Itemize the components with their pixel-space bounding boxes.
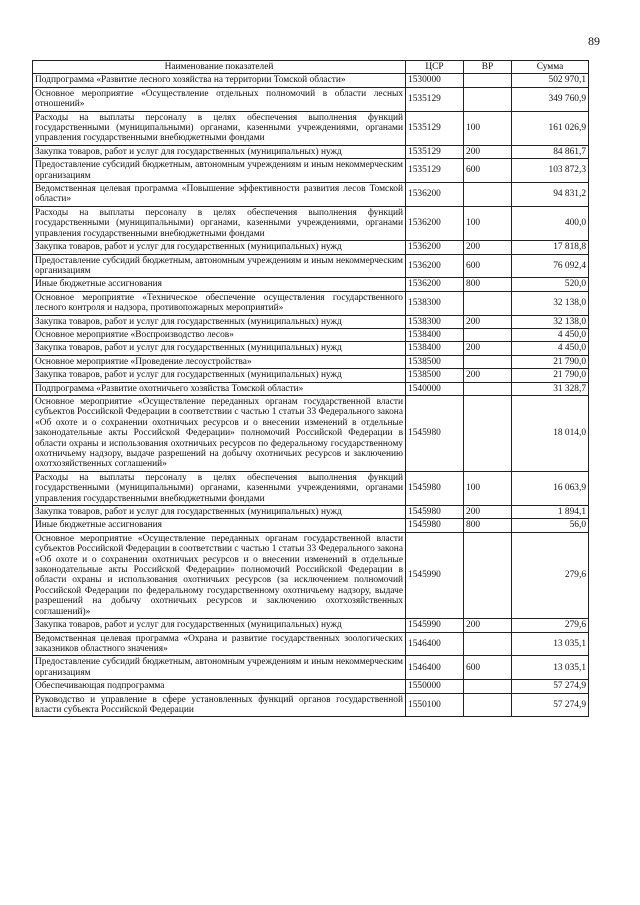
cell-name: Подпрограмма «Развитие лесного хозяйства на территории Томской области» bbox=[33, 74, 406, 87]
table-row bbox=[33, 656, 589, 680]
table-row bbox=[33, 159, 589, 183]
header-sum: Сумма bbox=[512, 61, 589, 74]
header-code: ЦСР bbox=[406, 61, 464, 74]
cell-name: Закупка товаров, работ и услуг для государственных (муниципальных) нужд bbox=[33, 506, 406, 519]
cell-code: 1545980 bbox=[406, 395, 464, 471]
cell-name: Ведомственная целевая программа «Охрана и развитие государственных зоологических заказников областного значения» bbox=[33, 632, 406, 656]
cell-name: Закупка товаров, работ и услуг для государственных (муниципальных) нужд bbox=[33, 145, 406, 158]
cell-name: Основное мероприятие «Осуществление переданных органам государственной власти субъектов Российской Федерации в соответствии с частью 1 статьи 33 Федерального закона «Об охоте и о сохранении охотничьих ресурсов и о внесении изменений в отдельные законодательные акты Российской Федерации» полномочий Российской Федерации в области охраны и использования охотничьих ресурсов (за исключением полномочий Российской Федерации по федеральному государственному охотничьему надзору, выдаче разрешений на добычу охотничьих ресурсов и заключению охотхозяйственных соглашений)» bbox=[33, 532, 406, 618]
cell-sum: 31 328,7 bbox=[512, 382, 589, 395]
cell-vr: 200 bbox=[464, 145, 512, 158]
cell-vr bbox=[464, 680, 512, 693]
cell-name: Расходы на выплаты персоналу в целях обеспечения выполнения функций государственными (муниципальными) органами, казенными учреждениями, органами управления государственными внебюджетными фондами bbox=[33, 206, 406, 240]
cell-code: 1536200 bbox=[406, 254, 464, 278]
cell-vr bbox=[464, 395, 512, 471]
cell-name: Закупка товаров, работ и услуг для государственных (муниципальных) нужд bbox=[33, 342, 406, 355]
cell-code: 1545980 bbox=[406, 519, 464, 532]
table-row bbox=[33, 74, 589, 87]
cell-sum: 32 138,0 bbox=[512, 315, 589, 328]
table-row bbox=[33, 241, 589, 254]
table-row bbox=[33, 519, 589, 532]
table-row bbox=[33, 328, 589, 341]
table-row bbox=[33, 506, 589, 519]
cell-sum: 4 450,0 bbox=[512, 328, 589, 341]
table-row bbox=[33, 87, 589, 111]
cell-code: 1550100 bbox=[406, 693, 464, 717]
cell-name: Закупка товаров, работ и услуг для государственных (муниципальных) нужд bbox=[33, 315, 406, 328]
cell-sum: 161 026,9 bbox=[512, 111, 589, 145]
table-row bbox=[33, 395, 589, 471]
cell-sum: 13 035,1 bbox=[512, 656, 589, 680]
cell-name: Основное мероприятие «Осуществление отдельных полномочий в области лесных отношений» bbox=[33, 87, 406, 111]
cell-vr bbox=[464, 532, 512, 618]
cell-code: 1545990 bbox=[406, 619, 464, 632]
cell-name: Основное мероприятие «Техническое обеспечение осуществления государственного лесного контроля и надзора, противопожарных мероприятий» bbox=[33, 291, 406, 315]
cell-name: Обеспечивающая подпрограмма bbox=[33, 680, 406, 693]
cell-sum: 279,6 bbox=[512, 619, 589, 632]
cell-code: 1536200 bbox=[406, 278, 464, 291]
cell-sum: 103 872,3 bbox=[512, 159, 589, 183]
cell-vr: 200 bbox=[464, 241, 512, 254]
cell-sum: 520,0 bbox=[512, 278, 589, 291]
cell-code: 1538300 bbox=[406, 291, 464, 315]
cell-code: 1538400 bbox=[406, 342, 464, 355]
table-row bbox=[33, 145, 589, 158]
cell-code: 1540000 bbox=[406, 382, 464, 395]
table-row bbox=[33, 278, 589, 291]
cell-vr bbox=[464, 632, 512, 656]
cell-vr bbox=[464, 328, 512, 341]
cell-sum: 1 894,1 bbox=[512, 506, 589, 519]
cell-name: Основное мероприятие «Осуществление переданных органам государственной власти субъектов Российской Федерации в соответствии с частью 1 статьи 33 Федерального закона «Об охоте и о сохранении охотничьих ресурсов и о внесении изменений в отдельные законодательные акты Российской Федерации» полномочий Российской Федерации в области охраны и использования охотничьих ресурсов по федеральному государственному охотничьему надзору, выдаче разрешений на добычу охотничьих ресурсов и заключению охотхозяйственных соглашений» bbox=[33, 395, 406, 471]
table-body bbox=[33, 74, 589, 717]
table-row bbox=[33, 369, 589, 382]
cell-vr: 600 bbox=[464, 159, 512, 183]
table-row bbox=[33, 382, 589, 395]
cell-code: 1530000 bbox=[406, 74, 464, 87]
cell-sum: 349 760,9 bbox=[512, 87, 589, 111]
cell-vr: 200 bbox=[464, 315, 512, 328]
cell-vr bbox=[464, 382, 512, 395]
page-number: 89 bbox=[588, 34, 600, 48]
cell-code: 1536200 bbox=[406, 183, 464, 207]
cell-sum: 84 861,7 bbox=[512, 145, 589, 158]
table-row bbox=[33, 693, 589, 717]
table-row bbox=[33, 315, 589, 328]
cell-name: Закупка товаров, работ и услуг для государственных (муниципальных) нужд bbox=[33, 241, 406, 254]
table-row bbox=[33, 254, 589, 278]
cell-name: Закупка товаров, работ и услуг для государственных (муниципальных) нужд bbox=[33, 619, 406, 632]
table-row bbox=[33, 206, 589, 240]
cell-sum: 13 035,1 bbox=[512, 632, 589, 656]
cell-sum: 57 274,9 bbox=[512, 693, 589, 717]
cell-name: Подпрограмма «Развитие охотничьего хозяйства Томской области» bbox=[33, 382, 406, 395]
cell-sum: 21 790,0 bbox=[512, 369, 589, 382]
table-row bbox=[33, 291, 589, 315]
budget-table bbox=[32, 60, 589, 717]
cell-vr: 800 bbox=[464, 519, 512, 532]
cell-code: 1538400 bbox=[406, 328, 464, 341]
cell-name: Предоставление субсидий бюджетным, автономным учреждениям и иным некоммерческим организациям bbox=[33, 254, 406, 278]
cell-sum: 279,6 bbox=[512, 532, 589, 618]
cell-vr: 200 bbox=[464, 619, 512, 632]
cell-sum: 76 092,4 bbox=[512, 254, 589, 278]
cell-name: Закупка товаров, работ и услуг для государственных (муниципальных) нужд bbox=[33, 369, 406, 382]
cell-sum: 32 138,0 bbox=[512, 291, 589, 315]
cell-vr: 200 bbox=[464, 369, 512, 382]
table-row bbox=[33, 111, 589, 145]
cell-vr: 200 bbox=[464, 506, 512, 519]
cell-vr bbox=[464, 291, 512, 315]
table-row bbox=[33, 471, 589, 505]
cell-vr bbox=[464, 74, 512, 87]
cell-code: 1535129 bbox=[406, 159, 464, 183]
cell-sum: 56,0 bbox=[512, 519, 589, 532]
cell-name: Руководство и управление в сфере установленных функций органов государственной власти субъекта Российской Федерации bbox=[33, 693, 406, 717]
cell-code: 1535129 bbox=[406, 111, 464, 145]
cell-name: Основное мероприятие «Воспроизводство лесов» bbox=[33, 328, 406, 341]
table-header-row bbox=[33, 61, 589, 74]
cell-sum: 57 274,9 bbox=[512, 680, 589, 693]
cell-name: Предоставление субсидий бюджетным, автономным учреждениям и иным некоммерческим организациям bbox=[33, 159, 406, 183]
cell-code: 1538500 bbox=[406, 369, 464, 382]
table-row bbox=[33, 342, 589, 355]
cell-code: 1536200 bbox=[406, 206, 464, 240]
cell-code: 1538300 bbox=[406, 315, 464, 328]
cell-vr: 600 bbox=[464, 254, 512, 278]
cell-code: 1545980 bbox=[406, 471, 464, 505]
cell-name: Иные бюджетные ассигнования bbox=[33, 519, 406, 532]
cell-sum: 4 450,0 bbox=[512, 342, 589, 355]
cell-vr: 800 bbox=[464, 278, 512, 291]
cell-code: 1546400 bbox=[406, 656, 464, 680]
cell-code: 1546400 bbox=[406, 632, 464, 656]
cell-vr: 600 bbox=[464, 656, 512, 680]
header-vr: ВР bbox=[464, 61, 512, 74]
cell-name: Ведомственная целевая программа «Повышение эффективности развития лесов Томской области» bbox=[33, 183, 406, 207]
table-row bbox=[33, 680, 589, 693]
cell-vr bbox=[464, 355, 512, 368]
table-row bbox=[33, 355, 589, 368]
cell-vr: 100 bbox=[464, 471, 512, 505]
table-row bbox=[33, 619, 589, 632]
cell-vr bbox=[464, 693, 512, 717]
cell-code: 1535129 bbox=[406, 145, 464, 158]
cell-vr: 100 bbox=[464, 206, 512, 240]
table-row bbox=[33, 183, 589, 207]
cell-name: Основное мероприятие «Проведение лесоустройства» bbox=[33, 355, 406, 368]
cell-vr: 100 bbox=[464, 111, 512, 145]
cell-name: Расходы на выплаты персоналу в целях обеспечения выполнения функций государственными (муниципальными) органами, казенными учреждениями, органами управления государственными внебюджетными фондами bbox=[33, 111, 406, 145]
cell-sum: 17 818,8 bbox=[512, 241, 589, 254]
cell-name: Расходы на выплаты персоналу в целях обеспечения выполнения функций государственными (муниципальными) органами, казенными учреждениями, органами управления государственными внебюджетными фондами bbox=[33, 471, 406, 505]
cell-sum: 16 063,9 bbox=[512, 471, 589, 505]
cell-sum: 400,0 bbox=[512, 206, 589, 240]
cell-vr bbox=[464, 183, 512, 207]
cell-sum: 94 831,2 bbox=[512, 183, 589, 207]
table-row bbox=[33, 632, 589, 656]
cell-code: 1550000 bbox=[406, 680, 464, 693]
cell-code: 1535129 bbox=[406, 87, 464, 111]
header-name: Наименование показателей bbox=[33, 61, 406, 74]
table-row bbox=[33, 532, 589, 618]
cell-vr bbox=[464, 87, 512, 111]
cell-sum: 18 014,0 bbox=[512, 395, 589, 471]
cell-code: 1545980 bbox=[406, 506, 464, 519]
cell-sum: 21 790,0 bbox=[512, 355, 589, 368]
cell-code: 1536200 bbox=[406, 241, 464, 254]
cell-code: 1545990 bbox=[406, 532, 464, 618]
cell-sum: 502 970,1 bbox=[512, 74, 589, 87]
cell-name: Предоставление субсидий бюджетным, автономным учреждениям и иным некоммерческим организациям bbox=[33, 656, 406, 680]
cell-code: 1538500 bbox=[406, 355, 464, 368]
cell-name: Иные бюджетные ассигнования bbox=[33, 278, 406, 291]
cell-vr: 200 bbox=[464, 342, 512, 355]
